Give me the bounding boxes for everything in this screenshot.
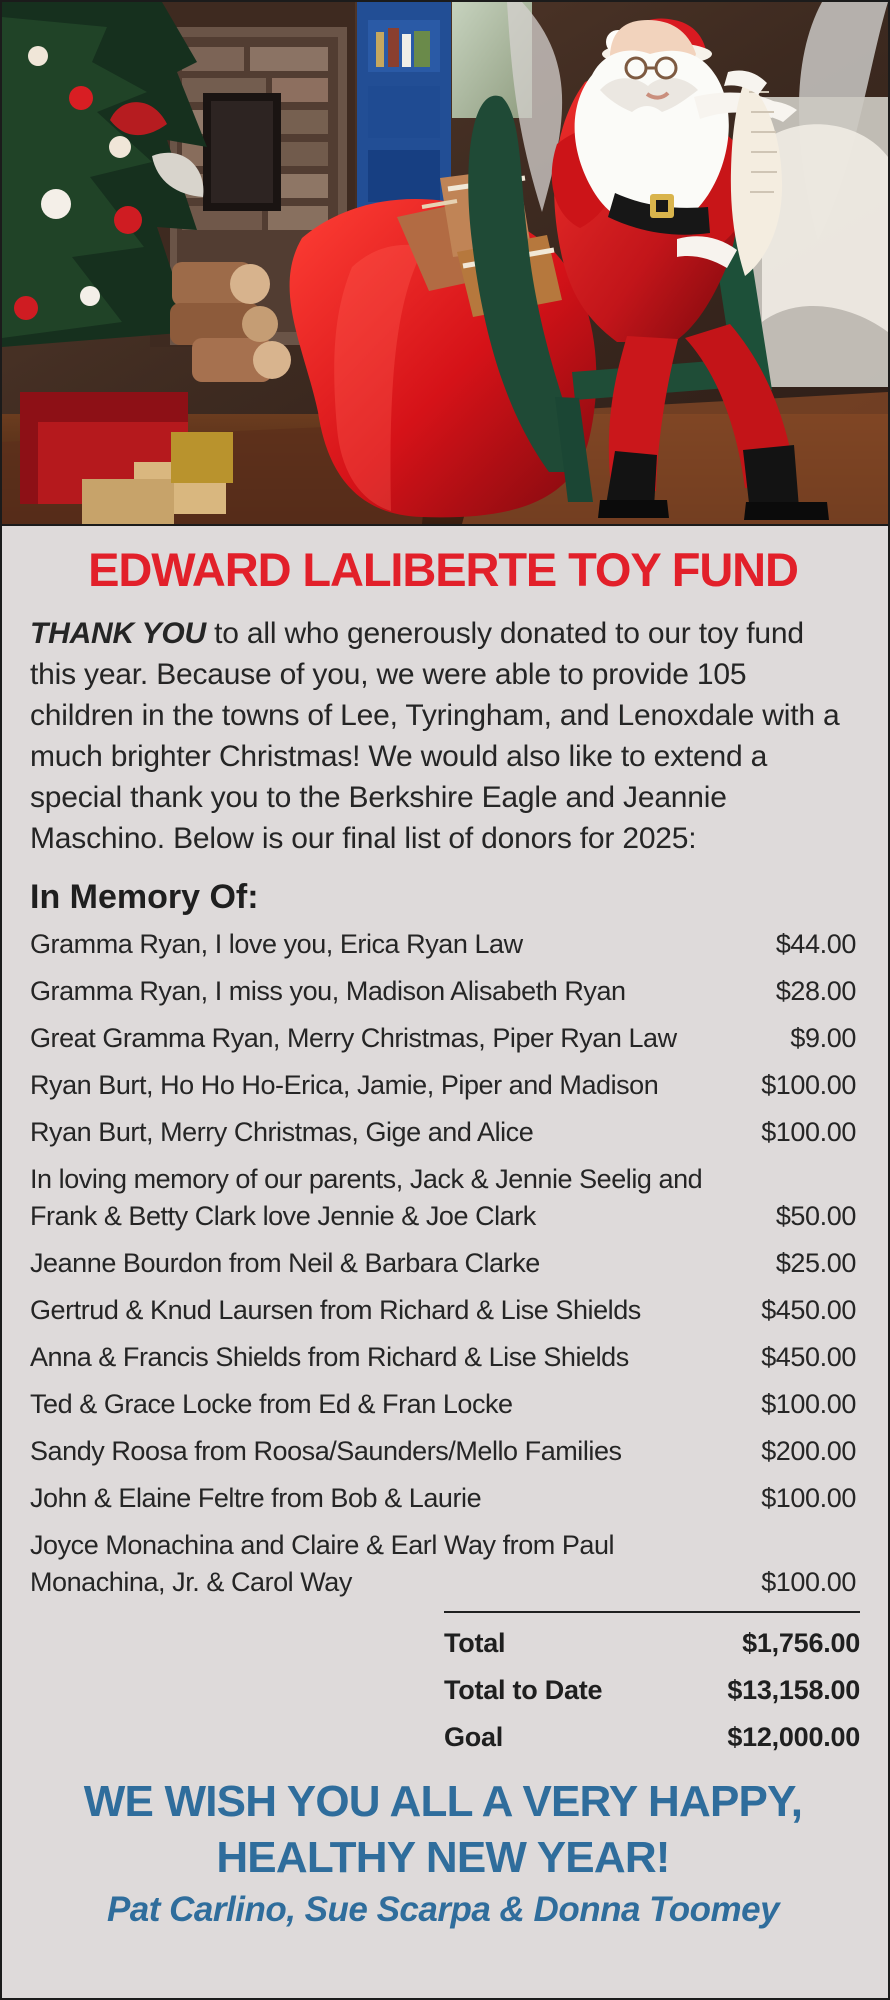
santa-scene-icon <box>2 2 888 524</box>
goal-value: $12,000.00 <box>727 1722 860 1753</box>
donor-row <box>30 1339 856 1376</box>
thank-you-text: to all who generously donated to our toy fund this year. Because of you, we were able to provide 105 children in the towns of Lee, Tyringham, and Lenoxdale with a much brighter Christmas! We would also like to extend a special thank you to the Berkshire Eagle and Jeannie Maschino. Below is our final list of donors for 2025: <box>30 617 840 855</box>
donor-row <box>30 1480 856 1517</box>
donation-amount: $200.00 <box>761 1436 856 1467</box>
donor-list <box>30 926 856 1601</box>
santa-photo <box>2 2 888 526</box>
donor-row <box>30 1245 856 1282</box>
donation-amount: $44.00 <box>775 929 856 960</box>
donor-row <box>30 973 856 1010</box>
donor-name: John & Elaine Feltre from Bob & Laurie <box>30 1483 482 1514</box>
donation-amount: $100.00 <box>761 1070 856 1101</box>
donor-name: Gertrud & Knud Laursen from Richard & Lise Shields <box>30 1295 641 1326</box>
donor-row <box>30 1292 856 1329</box>
donor-name: In loving memory of our parents, Jack & Jennie Seelig and Frank & Betty Clark love Jennie & Joe Clark <box>30 1164 703 1232</box>
total-value: $1,756.00 <box>742 1628 860 1659</box>
donation-amount: $100.00 <box>761 1117 856 1148</box>
donor-name: Great Gramma Ryan, Merry Christmas, Piper Ryan Law <box>30 1023 677 1054</box>
donor-name: Ryan Burt, Merry Christmas, Gige and Alice <box>30 1117 534 1148</box>
thank-you-lead: THANK YOU <box>30 617 206 650</box>
donation-amount: $450.00 <box>761 1342 856 1373</box>
donor-name: Gramma Ryan, I love you, Erica Ryan Law <box>30 929 523 960</box>
thank-you-message <box>30 613 856 859</box>
donation-amount: $100.00 <box>761 1389 856 1420</box>
donation-amount: $9.00 <box>790 1023 856 1054</box>
donor-name: Anna & Francis Shields from Richard & Lise Shields <box>30 1342 629 1373</box>
donor-row <box>30 1114 856 1151</box>
donor-row <box>30 1527 856 1601</box>
donation-amount: $28.00 <box>775 976 856 1007</box>
goal-row <box>444 1719 860 1756</box>
donation-amount: $450.00 <box>761 1295 856 1326</box>
memory-heading: In Memory Of: <box>30 878 259 916</box>
donor-row <box>30 1386 856 1423</box>
total-row <box>444 1625 860 1662</box>
donor-row <box>30 926 856 963</box>
donor-name: Joyce Monachina and Claire & Earl Way from Paul Monachina, Jr. & Carol Way <box>30 1530 615 1598</box>
donor-name: Jeanne Bourdon from Neil & Barbara Clarke <box>30 1248 540 1279</box>
goal-label: Goal <box>444 1722 504 1753</box>
donor-row <box>30 1020 856 1057</box>
donor-name: Gramma Ryan, I miss you, Madison Alisabeth Ryan <box>30 976 626 1007</box>
ad-content <box>2 526 888 1930</box>
total-label: Total <box>444 1628 506 1659</box>
donor-row <box>30 1433 856 1470</box>
donation-summary <box>444 1611 860 1756</box>
toy-fund-title: EDWARD LALIBERTE TOY FUND <box>88 543 798 596</box>
donor-name: Ted & Grace Locke from Ed & Fran Locke <box>30 1389 513 1420</box>
donor-row <box>30 1067 856 1104</box>
donor-name: Ryan Burt, Ho Ho Ho-Erica, Jamie, Piper and Madison <box>30 1070 659 1101</box>
donation-amount: $100.00 <box>761 1483 856 1514</box>
donation-amount: $50.00 <box>775 1201 856 1232</box>
total-to-date-row <box>444 1672 860 1709</box>
donor-row <box>30 1161 856 1235</box>
total-to-date-label: Total to Date <box>444 1675 603 1706</box>
new-year-line-2: HEALTHY NEW YEAR! <box>216 1833 670 1883</box>
donation-amount: $100.00 <box>761 1567 856 1598</box>
organizer-signature: Pat Carlino, Sue Scarpa & Donna Toomey <box>106 1890 780 1930</box>
new-year-line-1: WE WISH YOU ALL A VERY HAPPY, <box>83 1777 803 1827</box>
total-to-date-value: $13,158.00 <box>727 1675 860 1706</box>
new-year-message <box>30 1774 856 1886</box>
donation-amount: $25.00 <box>775 1248 856 1279</box>
donor-name: Sandy Roosa from Roosa/Saunders/Mello Families <box>30 1436 622 1467</box>
